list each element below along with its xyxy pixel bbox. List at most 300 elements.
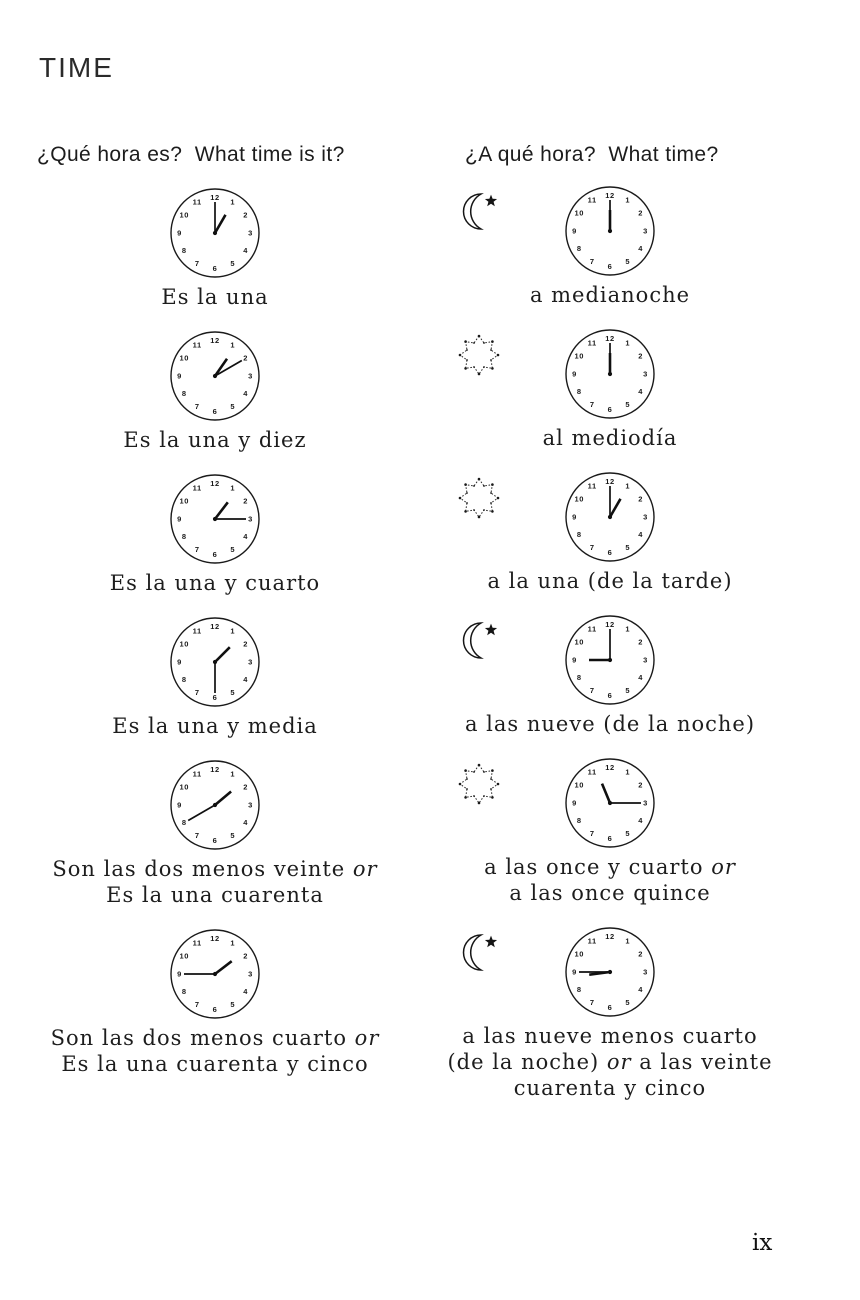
clock-numeral: 2: [638, 351, 644, 361]
clock-numeral: 5: [625, 543, 631, 553]
sun-icon-slot: [457, 334, 501, 381]
clock-numeral: 6: [212, 835, 218, 845]
sun-icon-slot: [457, 477, 501, 524]
clock-numeral: 2: [243, 353, 249, 363]
clock-numeral: 2: [638, 637, 644, 647]
clock-numeral: 2: [243, 639, 249, 649]
clock-center-pin: [213, 517, 217, 521]
sun-ray-dot: [473, 795, 475, 797]
clock-face: [564, 185, 656, 277]
sun-ray-dot: [464, 796, 467, 799]
sun-ray-dot: [490, 778, 492, 780]
clock-face: [169, 616, 261, 708]
crescent-moon-shape: [464, 935, 482, 970]
clock-face: [169, 759, 261, 851]
clock-numeral: 12: [605, 333, 615, 343]
time-entry: [40, 473, 390, 596]
clock-numeral: 6: [607, 833, 613, 843]
clock-numeral: 7: [194, 545, 200, 555]
clock-numeral: 11: [587, 624, 597, 634]
clock-illustration: [169, 473, 261, 565]
clock-numeral: 7: [589, 829, 595, 839]
clock-numeral: 10: [179, 210, 190, 220]
clock-center-pin: [213, 803, 217, 807]
clock-numeral: 3: [248, 228, 253, 238]
clock-center-pin: [213, 660, 217, 664]
clock-numeral: 2: [243, 496, 249, 506]
clock-numeral: 11: [587, 338, 597, 348]
clock-numeral: 2: [243, 951, 249, 961]
clock-numeral: 10: [179, 639, 190, 649]
clock-numeral: 1: [230, 938, 236, 948]
caption-line: [445, 711, 775, 737]
time-caption: [40, 856, 390, 908]
clock-numeral: 8: [181, 675, 187, 685]
sun-ray-dot: [478, 335, 481, 338]
clock-numeral: 12: [210, 621, 220, 631]
clock-numeral: 1: [230, 197, 236, 207]
clock-numeral: 11: [587, 767, 597, 777]
caption-text: or: [352, 857, 378, 881]
clock-numeral: 11: [192, 340, 202, 350]
clock-numeral: 5: [230, 402, 236, 412]
clock-numeral: 12: [210, 478, 220, 488]
clock-numeral: 3: [643, 512, 648, 522]
sun-ray-dot: [473, 509, 475, 511]
clock-numeral: 10: [179, 782, 190, 792]
sun-ray-dot: [464, 769, 467, 772]
moon-star-icon: [457, 620, 503, 662]
right-column: [445, 185, 775, 1121]
clock-illustration: [564, 614, 656, 706]
caption-text: Es la una y media: [112, 714, 318, 738]
time-entry: [40, 759, 390, 908]
sun-icon: [457, 334, 501, 376]
clock-face: [169, 928, 261, 1020]
clock-numeral: 1: [625, 767, 631, 777]
time-entry: [40, 187, 390, 310]
clock-numeral: 4: [638, 387, 644, 397]
caption-line: [445, 425, 775, 451]
clock-center-pin: [608, 658, 612, 662]
caption-line: [445, 282, 775, 308]
caption-line: [40, 570, 390, 596]
time-entry: [445, 757, 775, 906]
clock-illustration: [564, 471, 656, 563]
clock-numeral: 12: [605, 931, 615, 941]
clock-center-pin: [213, 972, 217, 976]
sun-icon: [457, 763, 501, 805]
time-caption: [40, 713, 390, 739]
clock-numeral: 6: [212, 692, 218, 702]
clock-numeral: 6: [212, 406, 218, 416]
clock-numeral: 8: [181, 987, 187, 997]
clock-numeral: 4: [243, 246, 249, 256]
clock-face: [169, 187, 261, 279]
caption-text: cuarenta y cinco: [513, 1076, 707, 1100]
clock-numeral: 9: [177, 800, 182, 810]
clock-numeral: 2: [638, 208, 644, 218]
time-caption: [445, 711, 775, 737]
left-column: [40, 187, 390, 1097]
clock-center-pin: [608, 372, 612, 376]
clock-center-pin: [213, 231, 217, 235]
caption-text: a las once quince: [509, 881, 711, 905]
clock-numeral: 7: [589, 400, 595, 410]
clock-numeral: 7: [194, 831, 200, 841]
clock-numeral: 6: [607, 690, 613, 700]
time-entry: [40, 928, 390, 1077]
clock-numeral: 5: [230, 259, 236, 269]
clock-numeral: 5: [230, 1000, 236, 1010]
sun-ray-dot: [491, 340, 494, 343]
clock-numeral: 6: [212, 1004, 218, 1014]
clock-numeral: 5: [625, 400, 631, 410]
clock-face: [169, 473, 261, 565]
clock-numeral: 3: [248, 514, 253, 524]
clock-numeral: 1: [625, 624, 631, 634]
clock-numeral: 12: [605, 476, 615, 486]
caption-line: [445, 1075, 775, 1101]
star-shape: [485, 624, 497, 636]
clock-numeral: 9: [572, 512, 577, 522]
clock-illustration: [564, 757, 656, 849]
caption-line: [40, 1051, 390, 1077]
clock-numeral: 11: [192, 626, 202, 636]
sun-ray-dot: [464, 510, 467, 513]
clock-center-pin: [608, 970, 612, 974]
clock-numeral: 5: [230, 545, 236, 555]
sun-ray-dot: [491, 510, 494, 513]
sun-ray-dot: [497, 497, 500, 500]
caption-line: [40, 882, 390, 908]
caption-line: [445, 1049, 775, 1075]
clock-numeral: 3: [643, 798, 648, 808]
sun-icon: [457, 477, 501, 519]
clock-numeral: 1: [230, 626, 236, 636]
clock-numeral: 12: [210, 335, 220, 345]
clock-numeral: 10: [179, 951, 190, 961]
clock-numeral: 6: [607, 404, 613, 414]
clock-numeral: 4: [243, 532, 249, 542]
caption-text: (de la noche): [447, 1050, 607, 1074]
clock-numeral: 1: [625, 481, 631, 491]
clock-numeral: 12: [605, 619, 615, 629]
sun-ray-dot: [466, 502, 468, 504]
sun-ray-dot: [464, 340, 467, 343]
clock-face: [169, 330, 261, 422]
time-entry: [445, 614, 775, 737]
clock-numeral: 8: [181, 389, 187, 399]
clock-numeral: 4: [638, 816, 644, 826]
clock-numeral: 9: [177, 514, 182, 524]
clock-numeral: 5: [625, 998, 631, 1008]
sun-ray-dot: [478, 478, 481, 481]
clock-numeral: 12: [605, 190, 615, 200]
caption-line: [40, 427, 390, 453]
time-caption: [445, 854, 775, 906]
clock-numeral: 9: [572, 655, 577, 665]
time-caption: [40, 570, 390, 596]
caption-text: a las nueve (de la noche): [464, 712, 756, 736]
sun-ray-dot: [483, 485, 485, 487]
caption-text: Es la una y cuarto: [109, 571, 321, 595]
clock-numeral: 4: [243, 389, 249, 399]
caption-line: [445, 1023, 775, 1049]
clock-numeral: 4: [243, 818, 249, 828]
caption-line: [445, 568, 775, 594]
clock-numeral: 4: [243, 987, 249, 997]
clock-face: [564, 757, 656, 849]
clock-numeral: 7: [194, 259, 200, 269]
sun-ray-dot: [466, 492, 468, 494]
clock-numeral: 10: [574, 637, 585, 647]
clock-numeral: 8: [181, 246, 187, 256]
clock-numeral: 2: [243, 210, 249, 220]
caption-line: [40, 284, 390, 310]
clock-numeral: 7: [194, 688, 200, 698]
clock-illustration: [169, 330, 261, 422]
clock-numeral: 7: [589, 257, 595, 267]
clock-numeral: 10: [574, 351, 585, 361]
clock-illustration: [169, 759, 261, 851]
page-number: ix: [752, 1230, 773, 1256]
sun-ray-dot: [490, 788, 492, 790]
clock-illustration: [564, 926, 656, 1018]
caption-text: Es la una y diez: [123, 428, 307, 452]
clock-center-pin: [608, 515, 612, 519]
time-caption: [40, 284, 390, 310]
clock-numeral: 8: [576, 816, 582, 826]
clock-numeral: 6: [212, 549, 218, 559]
sun-ray-dot: [483, 366, 485, 368]
clock-numeral: 8: [576, 530, 582, 540]
clock-numeral: 8: [576, 985, 582, 995]
moon-star-icon-slot: [457, 191, 503, 238]
caption-line: [40, 1025, 390, 1051]
clock-numeral: 5: [230, 831, 236, 841]
clock-face: [564, 328, 656, 420]
clock-face: [564, 614, 656, 706]
clock-numeral: 4: [638, 530, 644, 540]
clock-numeral: 10: [574, 780, 585, 790]
caption-text: a las nueve menos cuarto: [462, 1024, 758, 1048]
caption-text: Son las dos menos cuarto: [50, 1026, 355, 1050]
clock-illustration: [564, 328, 656, 420]
sun-ray-dot: [497, 783, 500, 786]
caption-line: [40, 713, 390, 739]
clock-numeral: 2: [638, 494, 644, 504]
clock-numeral: 3: [248, 969, 253, 979]
caption-text: a la una (de la tarde): [487, 569, 733, 593]
sun-ray-dot: [491, 483, 494, 486]
caption-line: [445, 880, 775, 906]
clock-numeral: 3: [248, 657, 253, 667]
clock-numeral: 1: [625, 338, 631, 348]
sun-ray-dot: [473, 771, 475, 773]
page-title: TIME: [39, 52, 114, 83]
clock-numeral: 11: [192, 483, 202, 493]
clock-numeral: 3: [643, 655, 648, 665]
clock-numeral: 6: [607, 261, 613, 271]
clock-numeral: 10: [574, 494, 585, 504]
clock-numeral: 2: [638, 780, 644, 790]
clock-numeral: 9: [177, 657, 182, 667]
sun-ray-dot: [466, 349, 468, 351]
clock-numeral: 9: [572, 226, 577, 236]
sun-ray-dot: [478, 516, 481, 519]
sun-ray-dot: [491, 796, 494, 799]
clock-numeral: 4: [638, 673, 644, 683]
caption-text: a las veinte: [631, 1050, 773, 1074]
caption-text: Son las dos menos veinte: [52, 857, 353, 881]
sun-ray-dot: [478, 764, 481, 767]
clock-numeral: 8: [576, 673, 582, 683]
clock-numeral: 10: [574, 949, 585, 959]
sun-ray-dot: [478, 373, 481, 376]
time-caption: [445, 425, 775, 451]
clock-illustration: [169, 928, 261, 1020]
clock-numeral: 4: [243, 675, 249, 685]
clock-numeral: 11: [192, 769, 202, 779]
clock-numeral: 3: [248, 371, 253, 381]
clock-numeral: 7: [194, 402, 200, 412]
clock-face: [564, 471, 656, 563]
clock-numeral: 11: [192, 938, 202, 948]
clock-numeral: 11: [192, 197, 202, 207]
sun-ray-dot: [491, 769, 494, 772]
clock-numeral: 11: [587, 936, 597, 946]
clock-numeral: 4: [638, 244, 644, 254]
sun-ray-dot: [490, 502, 492, 504]
clock-numeral: 5: [625, 829, 631, 839]
sun-ray-dot: [483, 795, 485, 797]
clock-numeral: 9: [177, 228, 182, 238]
time-caption: [445, 568, 775, 594]
clock-numeral: 8: [181, 818, 187, 828]
clock-numeral: 11: [587, 195, 597, 205]
clock-numeral: 9: [572, 369, 577, 379]
clock-illustration: [169, 616, 261, 708]
clock-numeral: 8: [576, 387, 582, 397]
caption-text: or: [606, 1050, 632, 1074]
right-column-header: ¿A qué hora? What time?: [465, 143, 719, 166]
sun-ray-dot: [466, 788, 468, 790]
clock-numeral: 9: [177, 371, 182, 381]
sun-ray-dot: [491, 367, 494, 370]
clock-numeral: 2: [638, 949, 644, 959]
clock-numeral: 7: [589, 686, 595, 696]
time-caption: [445, 282, 775, 308]
crescent-moon-shape: [464, 194, 482, 229]
clock-numeral: 1: [230, 340, 236, 350]
sun-ray-dot: [478, 802, 481, 805]
time-entry: [445, 185, 775, 308]
clock-numeral: 7: [589, 998, 595, 1008]
sun-ray-dot: [459, 783, 462, 786]
caption-text: a medianoche: [529, 283, 691, 307]
sun-ray-dot: [497, 354, 500, 357]
star-shape: [485, 195, 497, 207]
clock-numeral: 11: [587, 481, 597, 491]
sun-ray-dot: [464, 483, 467, 486]
sun-ray-dot: [490, 492, 492, 494]
clock-numeral: 3: [643, 967, 648, 977]
clock-numeral: 3: [643, 369, 648, 379]
sun-ray-dot: [483, 509, 485, 511]
clock-numeral: 12: [210, 764, 220, 774]
sun-ray-dot: [473, 342, 475, 344]
moon-star-icon-slot: [457, 932, 503, 979]
clock-center-pin: [213, 374, 217, 378]
time-entry: [445, 328, 775, 451]
sun-ray-dot: [473, 366, 475, 368]
clock-numeral: 9: [572, 798, 577, 808]
left-column-header: ¿Qué hora es? What time is it?: [37, 143, 345, 166]
time-caption: [40, 427, 390, 453]
sun-ray-dot: [459, 497, 462, 500]
clock-numeral: 10: [179, 496, 190, 506]
moon-star-icon: [457, 932, 503, 974]
time-entry: [445, 471, 775, 594]
clock-numeral: 6: [607, 1002, 613, 1012]
caption-text: or: [354, 1026, 380, 1050]
clock-numeral: 9: [572, 967, 577, 977]
clock-numeral: 1: [230, 483, 236, 493]
clock-numeral: 5: [625, 686, 631, 696]
sun-ray-dot: [490, 359, 492, 361]
caption-text: al mediodía: [542, 426, 678, 450]
clock-numeral: 12: [605, 762, 615, 772]
sun-ray-dot: [466, 778, 468, 780]
sun-ray-dot: [464, 367, 467, 370]
clock-numeral: 10: [574, 208, 585, 218]
time-caption: [40, 1025, 390, 1077]
clock-numeral: 1: [625, 195, 631, 205]
clock-face: [564, 926, 656, 1018]
moon-star-icon: [457, 191, 503, 233]
sun-ray-dot: [483, 342, 485, 344]
sun-icon-slot: [457, 763, 501, 810]
moon-star-icon-slot: [457, 620, 503, 667]
clock-center-pin: [608, 801, 612, 805]
sun-ray-dot: [459, 354, 462, 357]
crescent-moon-shape: [464, 623, 482, 658]
clock-numeral: 10: [179, 353, 190, 363]
caption-text: or: [711, 855, 736, 879]
clock-numeral: 7: [589, 543, 595, 553]
sun-ray-dot: [490, 349, 492, 351]
clock-numeral: 6: [212, 263, 218, 273]
clock-numeral: 9: [177, 969, 182, 979]
time-entry: [445, 926, 775, 1101]
time-caption: [445, 1023, 775, 1101]
caption-text: Es la una cuarenta: [106, 883, 324, 907]
clock-numeral: 2: [243, 782, 249, 792]
clock-illustration: [564, 185, 656, 277]
sun-ray-dot: [483, 771, 485, 773]
clock-numeral: 12: [210, 933, 220, 943]
star-shape: [485, 936, 497, 948]
time-entry: [40, 330, 390, 453]
caption-text: Es la una cuarenta y cinco: [61, 1052, 369, 1076]
clock-numeral: 12: [210, 192, 220, 202]
clock-numeral: 8: [181, 532, 187, 542]
caption-text: a las once y cuarto: [484, 855, 712, 879]
clock-numeral: 8: [576, 244, 582, 254]
clock-numeral: 6: [607, 547, 613, 557]
caption-line: [445, 854, 775, 880]
